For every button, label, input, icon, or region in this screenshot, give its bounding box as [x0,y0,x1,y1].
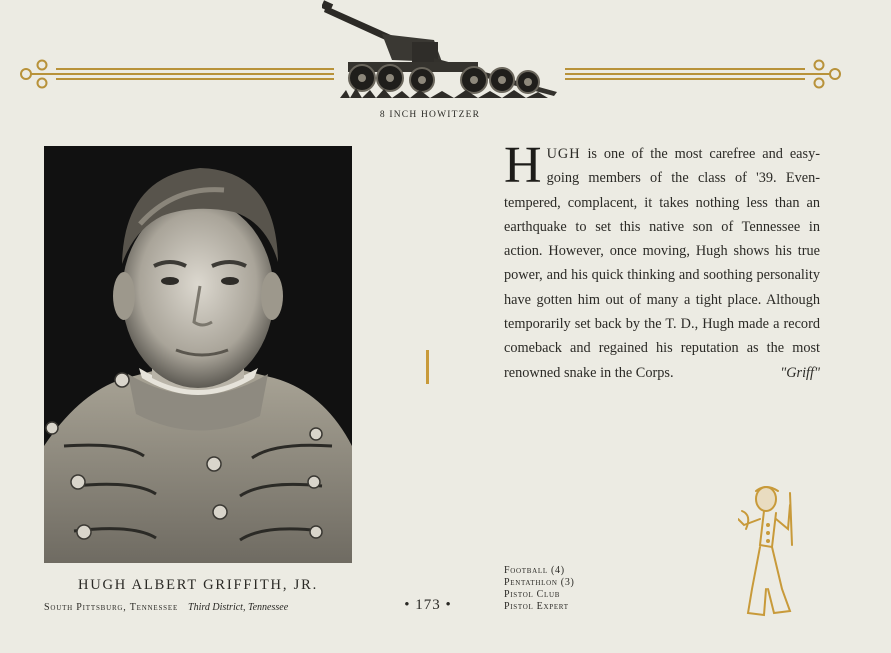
ornament-scroll-right-icon [805,58,843,90]
hometown: South Pittsburg, Tennessee [44,602,179,613]
activity-item: Pistol Expert [504,601,569,612]
howitzer-illustration-icon [322,0,562,106]
activities-list [504,565,704,613]
header-rule-left-bottom [56,78,334,80]
illustration-caption: 8 INCH HOWITZER [379,110,481,120]
header-rule-left-top [56,68,334,70]
biography-paragraph [504,137,820,385]
nickname: "Griff" [780,364,820,381]
header-rule-right-mid [565,73,805,75]
header-rule-right-top [565,68,805,70]
district: Third District, Tennessee [188,602,289,613]
drop-cap: H [504,137,542,194]
activity-item: Pistol Club [504,589,561,600]
biography-text: is one of the most carefree and easy-going members of the class of '39. Even-tempered, complacent, it takes nothing less than an earthquake to set this native son of Tennessee in action. However, once moving, Hugh shows his true power, and his quick thinking and soothing personality have gotten him out of many a tight place. Although temporarily set back by the T. D., Hugh made a record comeback and regained his reputation as the most renowned snake in the Corps. [504,146,820,381]
page-number: • 173 • [404,597,452,613]
cadet-portrait-photo [44,146,352,563]
activity-item: Football (4) [504,565,565,576]
portrait-image-icon [44,146,352,563]
cadet-sketch-icon [738,485,808,620]
cadet-hometown-line [44,602,354,613]
header-rule-left-mid [56,73,334,75]
ornament-scroll-left-icon [18,58,56,90]
header-rule-right-bottom [565,78,805,80]
cadet-name: HUGH ALBERT GRIFFITH, JR. [77,577,319,593]
gold-divider-bar [426,350,429,384]
lead-caps: UGH [546,146,581,162]
activity-item: Pentathlon (3) [504,577,575,588]
